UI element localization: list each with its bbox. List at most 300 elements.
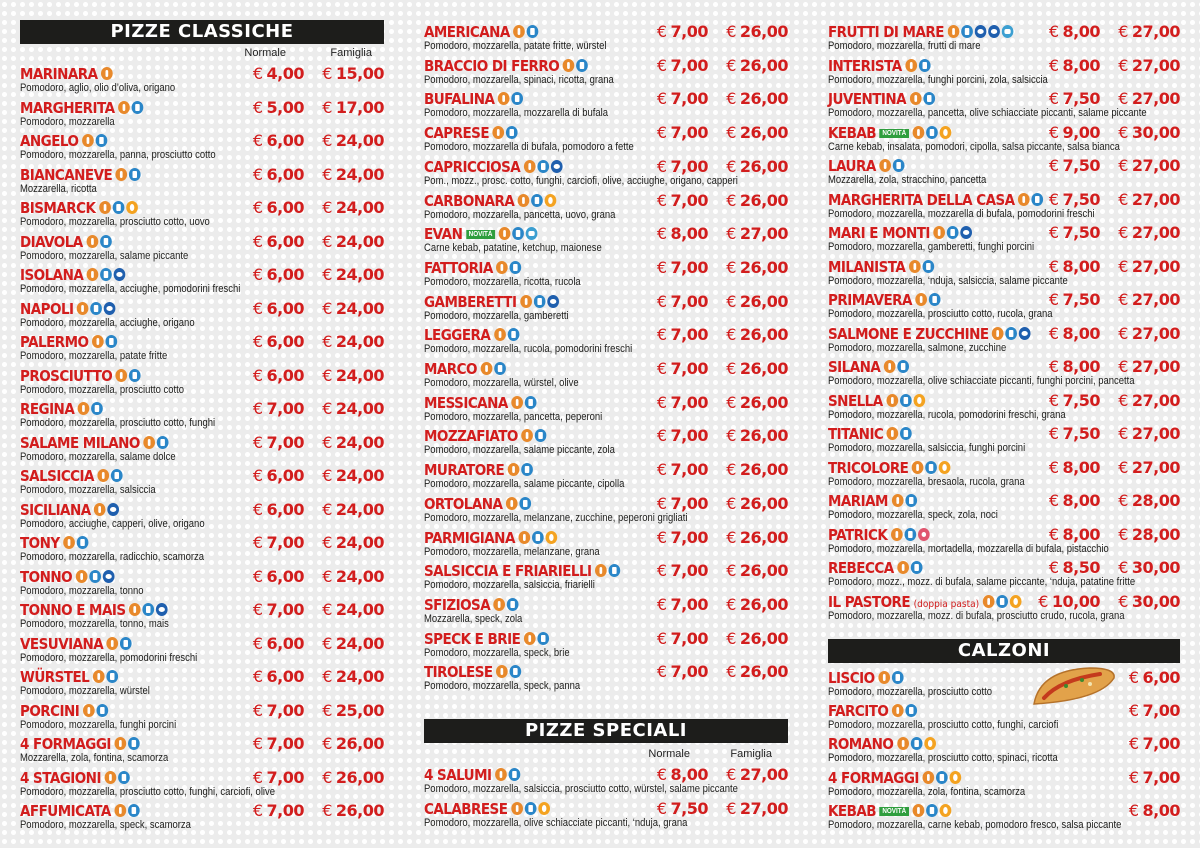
allergen-icons [98,466,125,484]
menu-item-tony [20,533,384,567]
fish-icon [960,226,972,239]
price-value: 8,00 [1062,357,1100,376]
price-value: 26,00 [739,123,788,143]
item-name-text: GAMBERETTI [424,292,517,311]
egg-icon [949,771,961,784]
item-name [828,22,1015,41]
fish-icon [104,302,116,315]
currency-symbol: € [656,460,667,480]
item-name-text: TONNO E MAIS [20,601,126,619]
milk-icon [89,570,101,583]
milk-icon [100,268,112,281]
menu-item-sfiziosa [424,595,788,629]
item-name [20,567,116,586]
item-name-text: AFFUMICATA [20,802,111,820]
item-name-text: TITANIC [828,425,884,443]
menu-item-mozzafiato [424,426,788,460]
price-value: 8,50 [1062,558,1100,577]
allergen-icons [78,399,105,417]
menu-item-vesuviana [20,634,384,668]
price-value: 27,00 [1131,189,1180,209]
item-name-text: LEGGERA [424,326,491,345]
item-name [20,701,110,720]
item-name-text: SALMONE E ZUCCHINE [828,324,989,343]
wheat-icon [494,598,506,611]
milk-icon [947,226,959,239]
item-name [424,258,523,277]
currency-symbol: € [252,533,263,552]
price-normale [657,561,708,580]
item-name-text: MARINARA [20,65,98,83]
item-name [424,359,508,378]
currency-symbol: € [1118,156,1128,175]
price-value: 7,00 [670,89,708,109]
milk-icon [535,429,547,442]
wheat-icon [87,268,99,281]
wheat-icon [933,226,945,239]
milk-icon [936,771,948,784]
item-name [828,56,932,75]
currency-symbol: € [252,767,263,787]
egg-icon [924,737,936,750]
item-name-text: SICILIANA [20,500,91,519]
item-ingredients: Pomodoro, mozzarella, panna, prosciutto cotto [20,149,216,161]
price-value: 27,00 [1131,89,1180,108]
allergen-icons [496,662,523,680]
item-name-text: MARCO [424,360,477,378]
currency-symbol: € [726,460,736,480]
price-value: 26,00 [739,156,788,176]
currency-symbol: € [252,667,263,686]
wheat-icon [92,335,104,348]
item-name [424,393,538,412]
wheat-icon [520,295,532,308]
item-name [20,265,127,284]
milk-icon [919,59,931,72]
price-value: 26,00 [335,767,384,787]
currency-symbol: € [726,224,736,244]
item-ingredients: Pomodoro, mozzarella, rucola, pomodorini freschi, grana [828,408,1066,421]
currency-symbol: € [1118,290,1128,309]
price-value: 26,00 [739,89,788,109]
item-name-text: REBECCA [828,559,894,577]
currency-symbol: € [656,426,667,446]
menu-item-porcini [20,701,384,735]
allergen-icons [105,768,132,786]
crust-icon [1002,25,1014,38]
wheat-icon [912,804,924,817]
wheat-icon [93,670,105,683]
currency-symbol: € [656,662,667,682]
allergen-icons [116,165,143,183]
fish-icon [988,25,1000,38]
item-name-text: MOZZAFIATO [424,427,518,446]
item-ingredients: Pomodoro, acciughe, capperi, olive, origano [20,517,205,530]
allergen-icons [891,525,932,543]
price [1129,734,1180,753]
allergen-icons [524,629,551,647]
wheat-icon [909,260,921,273]
milk-icon [926,126,938,139]
price-value: 7,00 [266,432,304,452]
price-famiglia [322,701,384,720]
price-famiglia [726,359,788,378]
wheat-icon [1018,193,1030,206]
currency-symbol: € [322,466,332,485]
allergen-icons [93,667,120,685]
allergen-icons [494,325,521,343]
currency-symbol: € [322,432,332,452]
menu-item-bismarck [20,198,384,232]
item-ingredients: Pomodoro, mozzarella, würstel [20,685,150,697]
currency-symbol: € [252,432,263,452]
price-value: 6,00 [1142,668,1180,687]
milk-icon [510,261,522,274]
menu-item-salmone-e-zucchine [828,324,1180,358]
currency-symbol: € [1048,558,1059,577]
wheat-icon [524,632,536,645]
currency-symbol: € [252,399,263,418]
currency-symbol: € [726,257,736,277]
item-ingredients: Pomodoro, mozzarella, pancetta, uovo, grana [424,208,616,221]
menu-item-tonno [20,567,384,601]
item-name-text: BIANCANEVE [20,165,113,184]
price-value: 24,00 [335,633,384,653]
currency-symbol: € [252,700,263,720]
item-name-text: PORCINI [20,701,80,720]
wheat-icon [143,436,155,449]
item-name-text: 4 SALUMI [424,766,492,784]
wheat-icon [595,564,607,577]
item-ingredients: Pomodoro, mozzarella di bufala, pomodoro a fette [424,141,634,154]
allergen-icons [87,265,128,283]
item-name [424,799,552,818]
price-value: 7,00 [670,460,708,480]
item-ingredients: Pomodoro, mozzarella, prosciutto cotto, funghi, carciofi [828,719,1059,732]
price-famiglia [1118,89,1180,108]
item-ingredients: Pomodoro, mozzarella, speck, brie [424,646,570,659]
milk-icon [1006,327,1018,340]
item-ingredients: Pomodoro, mozzarella, salsiccia, prosciutto cotto, würstel, salame piccante [424,783,738,795]
item-name [828,458,952,477]
item-ingredients: Pomodoro, mozzarella, prosciutto cotto, uovo [20,216,210,228]
milk-icon [905,704,917,717]
item-name-text: PRIMAVERA [828,291,912,309]
price-value: 7,00 [670,527,708,547]
price-famiglia [322,131,384,150]
price-normale [253,366,304,385]
item-name-text: NAPOLI [20,299,74,318]
menu-item-isolana [20,265,384,299]
milk-icon [507,328,519,341]
allergen-icons [595,561,622,579]
menu-item-salsiccia-e-friarielli [424,561,788,595]
milk-icon [923,92,935,105]
price-value: 7,50 [1062,89,1100,108]
price-value: 6,00 [266,231,304,251]
item-name [20,466,125,485]
price-famiglia [726,292,788,311]
price-famiglia [322,734,384,753]
price-value: 4,00 [266,64,304,83]
price-value: 7,00 [670,392,708,412]
allergen-icons [511,799,552,817]
fish-icon [975,25,987,38]
price-famiglia [1118,123,1180,142]
wheat-icon [563,59,575,72]
item-name [20,433,170,452]
price-value: 7,00 [266,734,304,753]
item-ingredients: Mozzarella, speck, zola [424,612,523,625]
price-normale [253,265,304,284]
milk-icon [106,335,118,348]
allergen-icons [101,64,115,82]
col-label-normale: Normale [244,47,286,59]
item-name [20,366,143,385]
milk-icon [77,536,89,549]
wheat-icon [508,463,520,476]
menu-item-tricolore [828,458,1180,492]
currency-symbol: € [1048,22,1059,41]
milk-icon [129,168,141,181]
allergen-icons [114,801,141,819]
price-value: 26,00 [739,527,788,547]
price-normale [657,799,708,818]
price-famiglia [726,325,788,344]
currency-symbol: € [322,499,332,519]
milk-icon [112,201,124,214]
item-name-text: 4 STAGIONI [20,768,101,787]
price-value: 6,00 [266,466,304,485]
menu-item-4-stagioni [20,768,384,802]
item-name [424,22,540,41]
menu-item-prosciutto [20,366,384,400]
price-value: 7,00 [670,594,708,614]
item-name [20,98,145,117]
currency-symbol: € [322,231,332,251]
allergen-icons [118,98,145,116]
price-normale [657,629,708,648]
egg-icon [939,461,951,474]
price-normale [253,500,304,519]
item-ingredients: Mozzarella, ricotta [20,182,97,195]
price-value: 24,00 [335,566,384,586]
item-ingredients: Pomodoro, mozzarella, radicchio, scamorza [20,551,205,563]
milk-icon [537,632,549,645]
price-normale [1049,56,1100,75]
currency-symbol: € [1118,491,1128,510]
item-name-text: FATTORIA [424,258,493,277]
item-name-text: INTERISTA [828,56,902,75]
section-header-calzoni: CALZONI [828,639,1180,663]
item-name [424,629,551,648]
price-normale [657,157,708,176]
currency-symbol: € [726,359,736,378]
allergen-icons [107,634,134,652]
item-ingredients: Pomodoro, mozzarella, gamberetti, funghi porcini [828,241,1035,253]
item-ingredients: Pomodoro, mozzarella, mozzarella di bufala, pomodorini freschi [828,207,1095,220]
price-famiglia [322,64,384,83]
currency-symbol: € [252,298,263,318]
allergen-icons [499,224,539,242]
currency-symbol: € [726,594,736,614]
section-header-classiche: PIZZE CLASSICHE [20,20,384,44]
currency-symbol: € [1128,800,1139,820]
price-value: 7,50 [1062,223,1100,242]
allergen-icons [77,299,118,317]
price-normale [657,460,708,479]
currency-symbol: € [656,765,667,784]
price-value: 24,00 [335,265,384,284]
price-value: 5,00 [266,97,304,117]
wheat-icon [891,528,903,541]
wheat-icon [511,396,523,409]
allergen-icons [933,223,974,241]
fish-icon [547,295,559,308]
novita-badge: NOVITÀ [880,129,909,138]
fish-icon [1019,327,1031,340]
currency-symbol: € [1128,767,1139,787]
wheat-icon [511,802,523,815]
price-value: 27,00 [1131,22,1180,41]
item-ingredients: Pomodoro, mozzarella, funghi porcini [20,718,177,731]
milk-icon [128,737,140,750]
item-name-text: MESSICANA [424,393,508,412]
price-normale [1049,123,1100,142]
item-ingredients: Pomodoro, mozzarella, carne kebab, pomodoro fresco, salsa piccante [828,818,1122,831]
milk-icon [892,671,904,684]
price-value: 27,00 [1131,256,1180,276]
currency-symbol: € [726,662,736,682]
menu-item-carbonara [424,191,788,225]
menu-item-w-rstel [20,667,384,701]
allergen-icons [496,258,523,276]
price-normale [253,399,304,418]
price-value: 8,00 [1142,800,1180,820]
wheat-icon [518,531,530,544]
wheat-icon [82,134,94,147]
price-normale [253,232,304,251]
price-value: 26,00 [739,392,788,412]
price-value: 6,00 [266,633,304,653]
item-name [20,232,113,251]
price-famiglia [322,332,384,351]
price-famiglia [726,258,788,277]
novita-badge: NOVITÀ [466,230,495,239]
price [1129,668,1180,687]
price-normale [253,98,304,117]
item-name-text: CALABRESE [424,799,508,818]
price-value: 27,00 [739,224,788,244]
price-famiglia [1118,324,1180,343]
price-normale [1049,324,1100,343]
price-normale [253,634,304,653]
allergen-icons [886,391,927,409]
wheat-icon [493,126,505,139]
wheat-icon [495,768,507,781]
item-ingredients: Pomodoro, mozzarella, speck, zola, noci [828,509,998,521]
price-normale [253,533,304,552]
price-famiglia [1118,458,1180,477]
item-name-text: BRACCIO DI FERRO [424,56,560,75]
price-famiglia [322,466,384,485]
currency-symbol: € [726,190,736,210]
item-name-text: SALSICCIA E FRIARIELLI [424,562,592,581]
item-name-text: FARCITO [828,702,889,721]
menu-item-angelo [20,131,384,165]
item-name-text: MURATORE [424,461,505,480]
currency-symbol: € [322,64,332,83]
currency-symbol: € [1128,701,1139,721]
price-famiglia [726,765,788,784]
allergen-icons [82,131,109,149]
item-name-text: ANGELO [20,132,79,150]
currency-symbol: € [726,123,736,143]
item-ingredients: Pomodoro, mozzarella, prosciutto cotto [828,686,993,698]
item-name-text: BISMARCK [20,199,96,217]
currency-symbol: € [726,765,736,784]
wheat-icon [513,25,525,38]
price-normale [657,191,708,210]
item-name-text: REGINA [20,400,75,418]
item-name [828,391,927,410]
currency-symbol: € [1048,323,1059,343]
item-ingredients: Pomodoro, mozzarella, patate fritte [20,350,168,362]
price-value: 7,00 [670,190,708,210]
item-name [828,558,924,577]
price-normale [253,567,304,586]
wheat-icon [518,194,530,207]
item-name [828,768,963,787]
milk-icon [506,126,518,139]
currency-symbol: € [1048,290,1059,309]
item-ingredients: Pomodoro, mozzarella [20,115,115,128]
item-ingredients: Pomodoro, mozzarella, olive schiacciate piccanti, funghi porcini, pancetta [828,375,1135,387]
allergen-icons [887,424,914,442]
price-famiglia [322,232,384,251]
col-label-normale-speciali: Normale [648,748,690,760]
milk-icon [525,396,537,409]
price-value: 26,00 [739,190,788,210]
currency-symbol: € [726,392,736,412]
allergen-icons [521,426,548,444]
price-value: 8,00 [1062,323,1100,343]
milk-icon [531,194,543,207]
wheat-icon [897,737,909,750]
price-value: 27,00 [1131,156,1180,175]
currency-symbol: € [322,734,332,753]
wheat-icon [99,201,111,214]
price-value: 26,00 [739,628,788,648]
menu-item-siciliana [20,500,384,534]
menu-item-mariam [828,491,1180,525]
price-value: 7,00 [670,22,708,41]
milk-icon [576,59,588,72]
currency-symbol: € [656,798,667,818]
wheat-icon [63,536,75,549]
currency-symbol: € [252,499,263,519]
milk-icon [128,804,140,817]
price-value: 26,00 [739,460,788,480]
item-name [20,600,170,619]
price-value: 6,00 [266,164,304,184]
item-ingredients: Pomodoro, mozzarella, prosciutto cotto, funghi [20,417,216,429]
wheat-icon [521,429,533,442]
price-famiglia [726,56,788,75]
item-name [20,299,118,318]
currency-symbol: € [726,798,736,818]
currency-symbol: € [322,566,332,586]
